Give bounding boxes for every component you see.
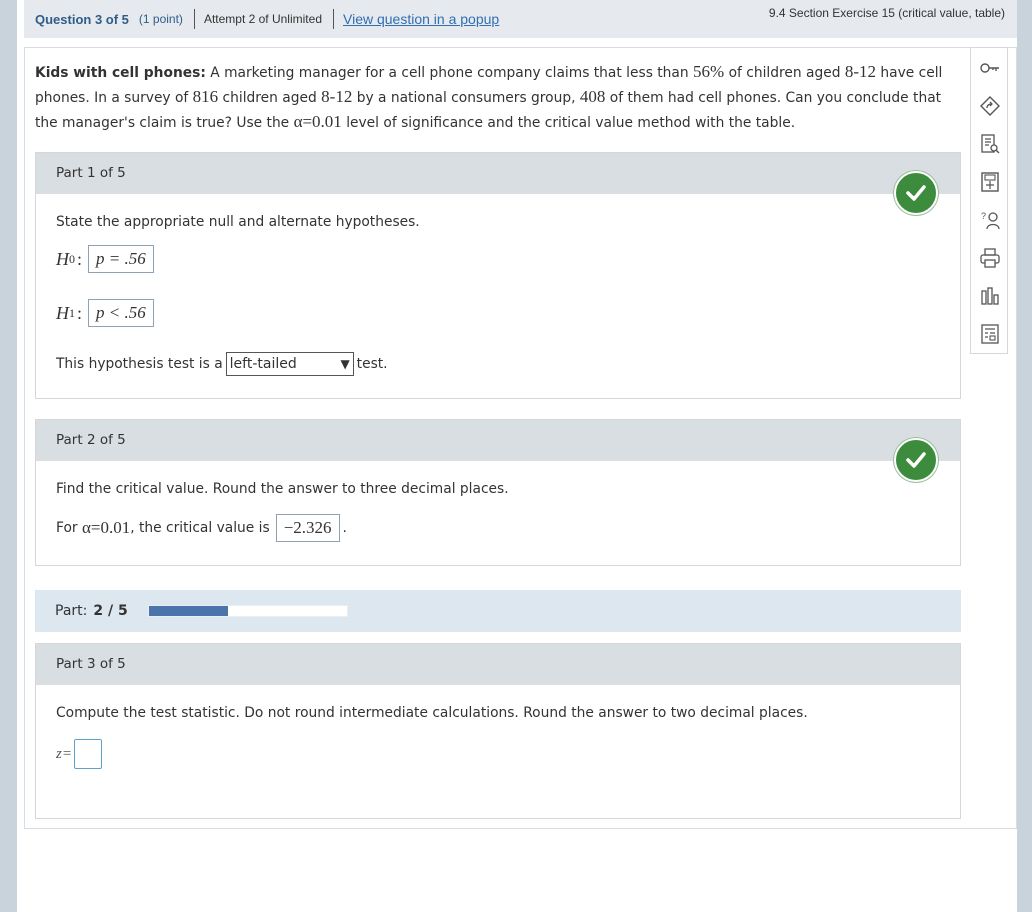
section-label: 9.4 Section Exercise 15 (critical value, table) <box>768 6 1005 20</box>
print-icon[interactable] <box>977 245 1003 271</box>
h0-symbol: H <box>56 248 69 269</box>
tutor-icon[interactable] <box>977 207 1003 233</box>
question-number: Question 3 of 5 <box>35 11 129 27</box>
significance-level: α=0.01 <box>293 112 342 131</box>
share-icon[interactable] <box>977 93 1003 119</box>
correct-check-icon <box>894 171 938 215</box>
claim-percentage: 56% <box>693 62 725 81</box>
test-statistic-row <box>56 739 102 769</box>
alternate-hypothesis-answer[interactable]: p < .56 <box>88 299 154 327</box>
h1-subscript: 1 <box>69 305 75 320</box>
test-type-suffix: test. <box>356 356 388 372</box>
view-in-popup-link[interactable]: View question in a popup <box>343 11 500 27</box>
question-text-segment: of them had cell phones. Can you conclude that the manager's claim is true? Use the <box>35 90 942 131</box>
z-label: z= <box>56 745 72 762</box>
question-title: Kids with cell phones: <box>35 65 206 81</box>
h0-colon: : <box>77 248 83 269</box>
question-text-segment: A marketing manager for a cell phone company claims that less than <box>205 65 694 81</box>
test-type-row <box>56 352 388 376</box>
test-type-prefix: This hypothesis test is a <box>56 356 223 372</box>
period: . <box>342 520 347 536</box>
critical-value-text: , the critical value is <box>130 520 270 536</box>
part-2-title: Part 2 of 5 <box>36 420 960 461</box>
progress-bar-fill <box>149 606 228 616</box>
critical-value-answer[interactable]: −2.326 <box>276 514 340 542</box>
data-table-icon[interactable] <box>977 321 1003 347</box>
question-text-segment: by a national consumers group, <box>352 90 580 106</box>
part-3-title: Part 3 of 5 <box>36 644 960 685</box>
question-card <box>24 47 1017 829</box>
part-1-instruction: State the appropriate null and alternate hypotheses. <box>56 214 420 230</box>
reference-icon[interactable] <box>977 131 1003 157</box>
statistics-icon[interactable] <box>977 283 1003 309</box>
header-divider <box>333 9 334 29</box>
h1-colon: : <box>77 302 83 323</box>
correct-check-icon <box>894 438 938 482</box>
null-hypothesis-answer[interactable]: p = .56 <box>88 245 154 273</box>
left-margin-strip <box>0 0 17 912</box>
progress-bar <box>148 605 348 617</box>
age-range: 8-12 <box>844 62 877 81</box>
age-range: 8-12 <box>321 87 353 106</box>
attempt-count: Attempt 2 of Unlimited <box>203 12 322 26</box>
part-1-panel <box>35 152 961 399</box>
question-header <box>24 0 1017 38</box>
part-progress <box>35 590 961 632</box>
part-2-instruction: Find the critical value. Round the answer to three decimal places. <box>56 481 509 497</box>
question-points: (1 point) <box>138 12 183 26</box>
svg-text:?: ? <box>981 211 987 221</box>
null-hypothesis <box>56 245 154 273</box>
h0-subscript: 0 <box>69 251 75 266</box>
significance-level: α=0.01 <box>81 518 131 537</box>
question-text-segment: of children aged <box>724 65 845 81</box>
success-count: 408 <box>579 87 606 106</box>
test-type-dropdown[interactable] <box>226 352 354 376</box>
critical-value-prefix: For <box>56 520 82 536</box>
part-2-panel <box>35 419 961 566</box>
part-1-title: Part 1 of 5 <box>36 153 960 194</box>
part-3-instruction: Compute the test statistic. Do not round intermediate calculations. Round the answer to two decimal places. <box>56 705 808 721</box>
alternate-hypothesis <box>56 299 154 327</box>
tools-sidebar <box>970 47 1008 354</box>
test-statistic-input[interactable] <box>74 739 102 769</box>
calculator-icon[interactable] <box>977 169 1003 195</box>
h1-symbol: H <box>56 302 69 323</box>
critical-value-row <box>56 514 347 542</box>
right-margin-strip <box>1017 0 1032 912</box>
test-type-selected: left-tailed <box>229 356 297 372</box>
part-3-panel <box>35 643 961 819</box>
question-text-segment: level of significance and the critical value method with the table. <box>341 115 796 131</box>
progress-value: 2 / 5 <box>93 603 128 619</box>
question-text-segment: have cell phones. In a survey of <box>35 65 943 106</box>
question-text <box>35 60 963 135</box>
dropdown-arrow-icon: ▼ <box>340 357 350 371</box>
sample-size: 816 <box>192 87 219 106</box>
key-icon[interactable] <box>977 55 1003 81</box>
header-divider <box>194 9 195 29</box>
question-text-segment: children aged <box>218 90 322 106</box>
progress-label: Part: <box>55 603 88 619</box>
